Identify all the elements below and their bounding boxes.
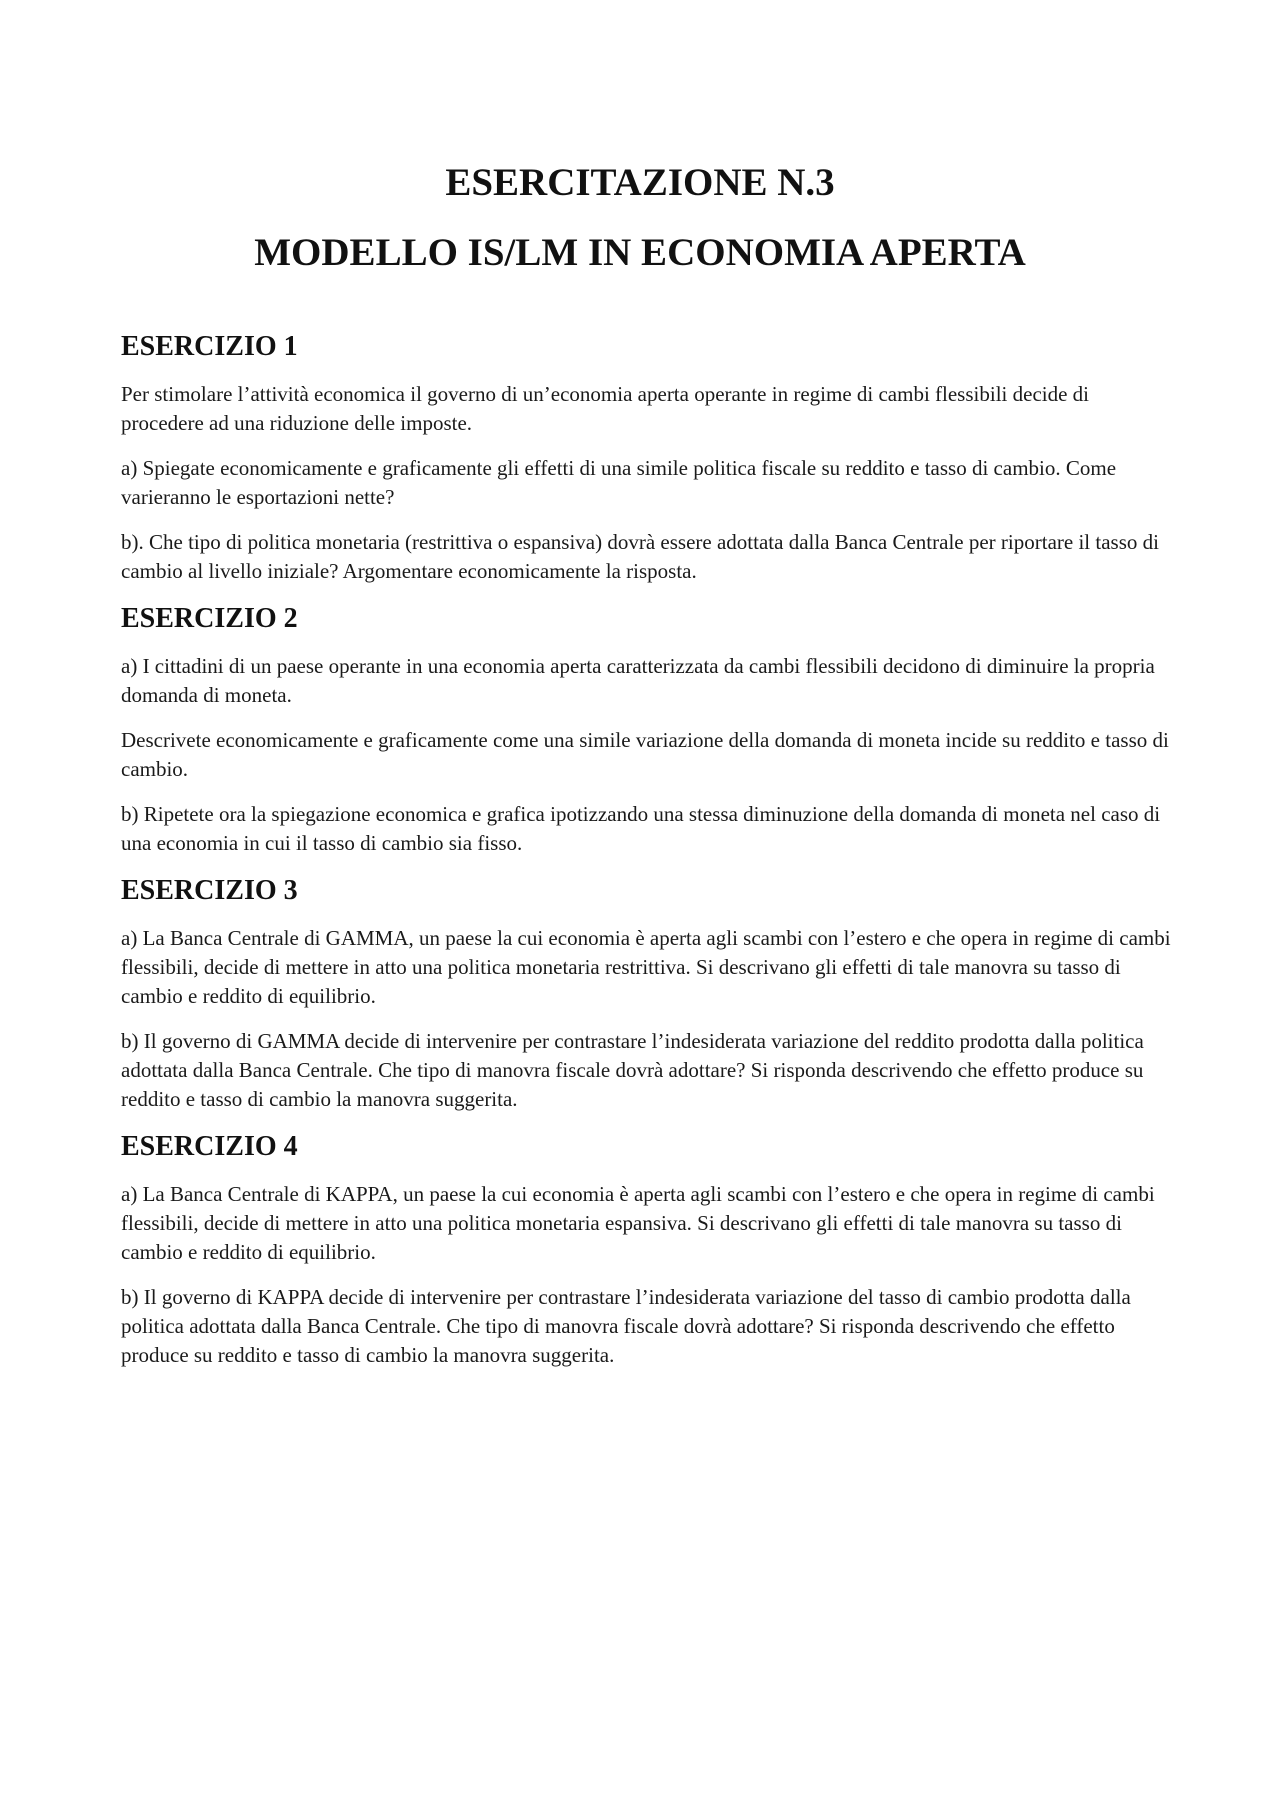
exercise-heading: ESERCIZIO 2 — [121, 603, 298, 634]
exercise-question: b) Ripetete ora la spiegazione economica e grafica ipotizzando una stessa diminuzione della domanda di moneta nel caso di una economia in cui il tasso di cambio sia fisso. — [121, 802, 1161, 855]
exercise-question: a) I cittadini di un paese operante in una economia aperta caratterizzata da cambi flessibili decidono di diminuire la propria domanda di moneta. — [121, 654, 1155, 707]
exercise-3 — [121, 874, 1171, 1114]
exercise-paragraph: Per stimolare l’attività economica il governo di un’economia aperta operante in regime di cambi flessibili decide di procedere ad una riduzione delle imposte. — [121, 382, 1089, 435]
exercise-heading: ESERCIZIO 1 — [121, 331, 298, 362]
exercise-question: b) Il governo di GAMMA decide di intervenire per contrastare l’indesiderata variazione del reddito prodotta dalla politica adottata dalla Banca Centrale. Che tipo di manovra fiscale dovrà adottare? Si risponda descrivendo che effetto produce su reddito e tasso di cambio la manovra suggerita. — [121, 1029, 1144, 1111]
exercise-4 — [121, 1130, 1171, 1370]
exercise-2 — [121, 602, 1171, 858]
document-title: ESERCITAZIONE N.3 — [445, 161, 835, 204]
exercise-question: a) Spiegate economicamente e graficamente gli effetti di una simile politica fiscale su reddito e tasso di cambio. Come varieranno le esportazioni nette? — [121, 456, 1117, 509]
exercise-question: b). Che tipo di politica monetaria (restrittiva o espansiva) dovrà essere adottata dalla Banca Centrale per riportare il tasso di cambio al livello iniziale? Argomentare economicamente la risposta. — [121, 530, 1159, 583]
exercise-heading: ESERCIZIO 4 — [121, 1131, 298, 1162]
exercise-1 — [121, 330, 1171, 586]
exercise-question: a) La Banca Centrale di KAPPA, un paese la cui economia è aperta agli scambi con l’estero e che opera in regime di cambi flessibili, decide di mettere in atto una politica monetaria espansiva. Si descrivano gli effetti di tale manovra su tasso di cambio e reddito di equilibrio. — [121, 1182, 1155, 1264]
document-header — [0, 148, 1280, 288]
exercise-paragraph: Descrivete economicamente e graficamente come una simile variazione della domanda di moneta incide su reddito e tasso di cambio. — [121, 728, 1169, 781]
document-subtitle: MODELLO IS/LM IN ECONOMIA APERTA — [254, 231, 1026, 274]
document-body — [121, 330, 1171, 1386]
exercise-heading: ESERCIZIO 3 — [121, 875, 298, 906]
exercise-question: b) Il governo di KAPPA decide di intervenire per contrastare l’indesiderata variazione del tasso di cambio prodotta dalla politica adottata dalla Banca Centrale. Che tipo di manovra fiscale dovrà adottare? Si risponda descrivendo che effetto produce su reddito e tasso di cambio la manovra suggerita. — [121, 1285, 1131, 1367]
exercise-question: a) La Banca Centrale di GAMMA, un paese la cui economia è aperta agli scambi con l’estero e che opera in regime di cambi flessibili, decide di mettere in atto una politica monetaria restrittiva. Si descrivano gli effetti di tale manovra su tasso di cambio e reddito di equilibrio. — [121, 926, 1171, 1008]
